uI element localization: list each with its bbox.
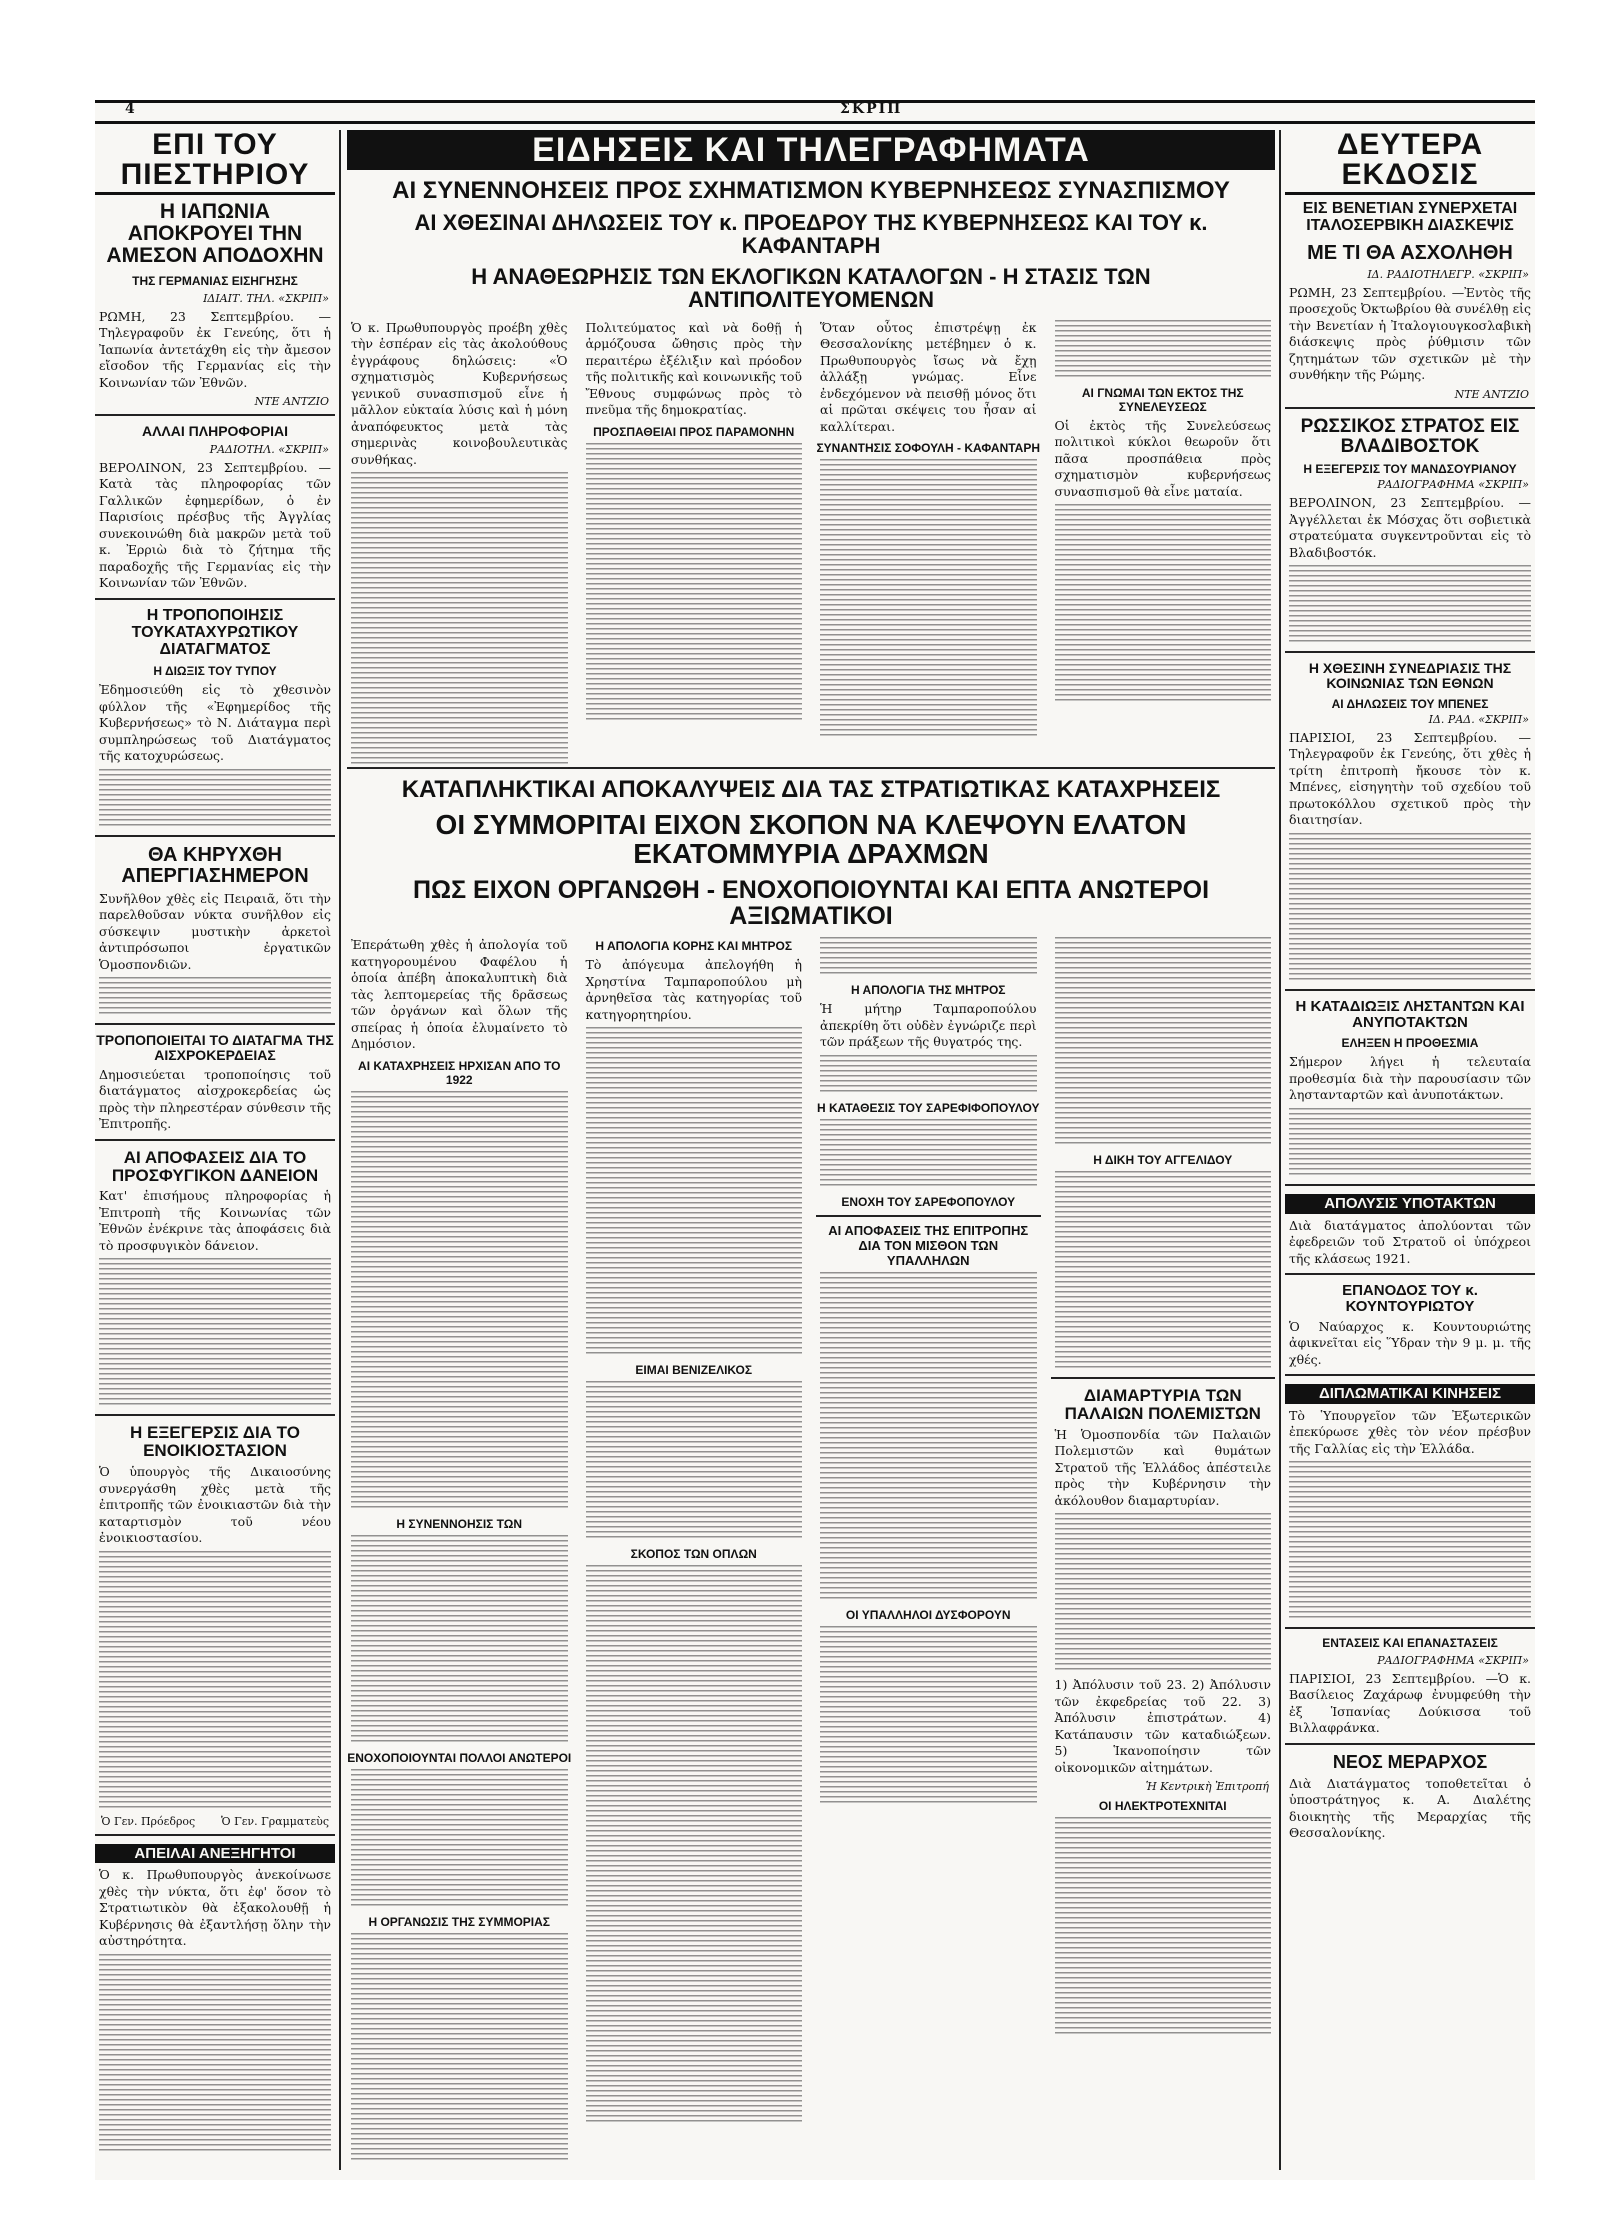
- decree-amendment-heading: Η ΤΡΟΠΟΠΟΙΗΣΙΣ ΤΟΥΚΑΤΑΧΥΡΩΤΙΚΟΥ ΔΙΑΤΑΓΜΑΤΟΣ: [131, 606, 299, 658]
- gang-headline: ΟΙ ΣΥΜΜΟΡΙΤΑΙ ΕΙΧΟΝ ΣΚΟΠΟΝ ΝΑ ΚΛΕΨΟΥΝ ΕΛΑΤΟΝ ΕΚΑΤΟΜΜΥΡΙΑ ΔΡΑΧΜΩΝ: [435, 808, 1187, 870]
- strike-headline: ΘΑ ΚΗΡΥΧΘΗ ΑΠΕΡΓΙΑΣΗΜΕΡΟΝ: [121, 843, 309, 887]
- profiteering-article: Δημοσιεύεται τροποποίησις τοῦ διατάγματος αἰσχροκερδείας ὡς πρὸς τὴν πληρεστέραν σύνθεσιν τῆς Ἐπιτροπῆς.: [99, 1066, 331, 1132]
- vladivostok-article: ΒΕΡΟΛΙΝΟΝ, 23 Σεπτεμβρίου. —Ἀγγέλλεται ἐκ Μόσχας ὅτι σοβιετικὰ στρατεύματα συγκεντροῦνται εἰς τὸ Βλαδιβοστόκ.: [1289, 495, 1531, 560]
- angelidis-trial-subhead: Η ΔΙΚΗ ΤΟΥ ΑΓΓΕΛΙΔΟΥ: [1093, 1153, 1233, 1168]
- officers-headline: ΠΩΣ ΕΙΧΟΝ ΟΡΓΑΝΩΘΗ - ΕΝΟΧΟΠΟΙΟΥΝΤΑΙ ΚΑΙ ΕΠΤΑ ΑΝΩΤΕΡΟΙ ΑΞΙΩΜΑΤΙΚΟΙ: [412, 875, 1210, 930]
- refugee-loan-heading: ΑΙ ΑΠΟΦΑΣΕΙΣ ΔΙΑ ΤΟ ΠΡΟΣΦΥΓΙΚΟΝ ΔΑΝΕΙΟΝ: [111, 1147, 319, 1185]
- coalition-article-4: Οἱ ἐκτὸς τῆς Συνελεύσεως πολιτικοὶ κύκλοι θεωροῦν ὅτι πᾶσα προσπάθεια πρὸς σχηματισμὸν κυβερνήσεως συνασπισμοῦ θὰ εἶνε ματαία.: [1054, 417, 1271, 499]
- statements-headline: ΑΙ ΧΘΕΣΙΝΑΙ ΔΗΛΩΣΕΙΣ ΤΟΥ κ. ΠΡΟΕΔΡΟΥ ΤΗΣ ΚΥΒΕΡΝΗΣΕΩΣ ΚΑΙ ΤΟΥ κ. ΚΑΦΑΝΤΑΡΗ: [414, 210, 1208, 259]
- veterans-demands: 1) Ἀπόλυσιν τοῦ 23. 2) Ἀπόλυσιν τῶν ἐκφεδρείας τοῦ 22. 3) Ἀπόλυσιν ἐπιστράτων. 4) Κατάπαυσιν τῶν καταδιώξεων. 5) Ἱκανοποίησιν τῶν οἰκονομικῶν αἰτημάτων.: [1054, 1677, 1271, 1775]
- coalition-article-3: Ὅταν οὗτος ἐπιστρέψῃ ἐκ Θεσσαλονίκης μετέβημεν ὁ κ. Πρωθυπουργὸς ἴσως νὰ ἔχῃ ἀλλάξῃ γνώμας. Εἶνε ἐνδεχόμενον νὰ πεισθῇ μόνος ὅτι αἱ πρῶται σκέψεις του ἦσαν αἱ καλλίτεραι.: [820, 319, 1037, 434]
- dispatch-credit: ΙΔ. ΡΑΔ. «ΣΚΡΙΠ»: [1428, 712, 1529, 726]
- masthead-bar: [95, 100, 1535, 124]
- efforts-subhead: ΠΡΟΣΠΑΘΕΙΑΙ ΠΡΟΣ ΠΑΡΑΜΟΝΗΝ: [593, 424, 795, 439]
- threats-article: Ὁ κ. Πρωθυπουργὸς ἀνεκοίνωσε χθὲς τὴν νύκτα, ὅτι ἐφ' ὅσον τὸ Στρατιωτικὸν θὰ ἐξακολουθῇ ἡ Κυβέρνησις θὰ ἐξαντλήσῃ ὅλην τὴν αὐστηρότητα.: [99, 1867, 331, 1949]
- venice-conference-headline: ΕΙΣ ΒΕΝΕΤΙΑΝ ΣΥΝΕΡΧΕΤΑΙ ΙΤΑΛΟΣΕΡΒΙΚΗ ΔΙΑΣΚΕΨΙΣ: [1302, 200, 1518, 234]
- outside-opinions-subhead: ΑΙ ΓΝΩΜΑΙ ΤΩΝ ΕΚΤΟΣ ΤΗΣ ΣΥΝΕΛΕΥΣΕΩΣ: [1081, 385, 1244, 414]
- second-edition-headline: ΔΕΥΤΕΡΑ ΕΚΔΟΣΙΣ: [1285, 130, 1535, 195]
- rent-uprising-heading: Η ΕΞΕΓΕΡΣΙΣ ΔΙΑ ΤΟ ΕΝΟΙΚΙΟΣΤΑΣΙΟΝ: [130, 1423, 300, 1461]
- central-committee-signature: Ἡ Κεντρικὴ Ἐπιτροπή: [1145, 1780, 1269, 1794]
- venice-article: ΡΩΜΗ, 23 Σεπτεμβρίου. —Ἐντὸς τῆς προσεχοῦς Ὀκτωβρίου θὰ συνέλθῃ εἰς τὴν Βενετίαν ἡ Ἰταλογιουγκοσλαβικὴ διάσκεψις πρὸς ῥύθμισιν τῶν ζητημάτων τῶν σχετικῶν μὲ τὴν συνθήκην τῆς Ρώμης.: [1289, 284, 1531, 383]
- bandits-pursuit-heading: Η ΚΑΤΑΔΙΩΞΙΣ ΛΗΣΤΑΝΤΩΝ ΚΑΙ ΑΝΥΠΟΤΑΚΤΩΝ: [1295, 997, 1525, 1031]
- japan-headline: Η ΙΑΠΩΝΙΑ ΑΠΟΚΡΟΥΕΙ ΤΗΝ ΑΜΕΣΟΝ ΑΠΟΔΟΧΗΝ: [106, 200, 324, 268]
- league-article: ΠΑΡΙΣΙΟΙ, 23 Σεπτεμβρίου. —Τηλεγραφοῦν ἐκ Γενεύης, ὅτι χθὲς ἡ τρίτη ἐπιτροπὴ ἤκουσε τὸν κ. Μπένες, εἰσηγητὴν τοῦ σχεδίου τοῦ πρωτοκόλλου σχετικοῦ πρὸς τὴν διαιτησίαν.: [1289, 729, 1531, 828]
- coalition-article-1: Ὁ κ. Πρωθυπουργὸς προέβη χθὲς τὴν ἑσπέραν εἰς τὰς ἀκολούθους ἐγγράφους δηλώσεις: «Ὁ σχηματισμὸς Κυβερνήσεως γενικοῦ συνασπισμοῦ εἶνε ἡ μᾶλλον εὐκταία λύσις καὶ ἡ μόνη ἀναπόφευκτος μετὰ τὰς σημερινὰς κοινοβουλευτικὰς συνθήκας.: [351, 319, 568, 467]
- testimony-subhead: Η ΚΑΤΑΘΕΣΙΣ ΤΟΥ ΣΑΡΕΦΙΦΟΠΟΥΛΟΥ: [817, 1100, 1040, 1115]
- mother-defense-subhead: Η ΑΠΟΛΟΓΙΑ ΤΗΣ ΜΗΤΡΟΣ: [850, 983, 1006, 998]
- page-number: 4: [125, 101, 135, 117]
- employees-unhappy-subhead: ΟΙ ΥΠΑΛΛΗΛΟΙ ΔΥΣΦΟΡΟΥΝ: [845, 1607, 1011, 1622]
- japan-article: ΡΩΜΗ, 23 Σεπτεμβρίου. —Τηλεγραφοῦν ἐκ Γενεύης, ὅτι ἡ Ἰαπωνία ἀντετάχθη εἰς τὴν ἄμεσον εἴσοδον τῆς Γερμανίας εἰς τὴν Κοινωνίαν τῶν Ἐθνῶν.: [99, 308, 331, 390]
- column-rule-right: [1279, 130, 1281, 2170]
- berlin-article: ΒΕΡΟΛΙΝΟΝ, 23 Σεπτεμβρίου. —Κατὰ τὰς πληροφορίας τῶν Γαλλικῶν ἐφημερίδων, ὁ ἐν Παρισίοις πρέσβυς τῆς Ἀγγλίας συνεκοινώθη διὰ μακρῶν μετὰ τοῦ κ. Ἐρριὼ διὰ τὸ ζήτημα τῆς παραδοχῆς τῆς Γερμανίας εἰς τὴν Κοινωνίαν τῶν Ἐθνῶν.: [99, 459, 331, 591]
- signature-secretary: Ὁ Γεν. Γραμματεὺς: [221, 1814, 329, 1828]
- division-article: Διὰ Διατάγματος τοποθετεῖται ὁ ὑποστράτηγος κ. Α. Διαλέτης διοικητὴς τῆς Μεραρχίας τῆς Θεσσαλονίκης.: [1289, 1775, 1531, 1841]
- profiteering-heading: ΤΡΟΠΟΠΟΙΕΙΤΑΙ ΤΟ ΔΙΑΤΑΓΜΑ ΤΗΣ ΑΙΣΧΡΟΚΕΡΔΕΙΑΣ: [96, 1032, 334, 1063]
- coalition-article-2: Πολιτεύματος καὶ νὰ δοθῇ ἡ ἁρμόζουσα ὤθησις πρὸς τὴν περαιτέρω ἐξέλιξιν καὶ πρόοδον τῆς πολιτικῆς καὶ κοινωνικῆς τοῦ Ἔθνους συμφώνως πρὸς τὸ πνεῦμα τῆς δημοκρατίας.: [585, 319, 802, 418]
- right-column: [1285, 130, 1535, 2170]
- agenda-subheadline: ΜΕ ΤΙ ΘΑ ΑΣΧΟΛΗΘΗ: [1307, 241, 1513, 264]
- japan-subheadline: ΤΗΣ ΓΕΡΜΑΝΙΑΣ ΕΙΣΗΓΗΣΗΣ: [132, 274, 298, 289]
- dispatch-credit: ΙΔ. ΡΑΔΙΟΤΗΛΕΓΡ. «ΣΚΡΙΠ»: [1367, 267, 1529, 281]
- gang-organization-subhead: Η ΟΡΓΑΝΩΣΙΣ ΤΗΣ ΣΥΜΜΟΡΙΑΣ: [368, 1914, 551, 1929]
- superiors-implicated-subhead: ΕΝΟΧΟΠΟΙΟΥΝΤΑΙ ΠΟΛΛΟΙ ΑΝΩΤΕΡΟΙ: [347, 1750, 572, 1765]
- column-rule-left: [339, 130, 341, 2170]
- abuses-since-1922-subhead: ΑΙ ΚΑΤΑΧΡΗΣΕΙΣ ΗΡΧΙΣΑΝ ΑΠΟ ΤΟ 1922: [358, 1058, 561, 1087]
- weapons-purpose-subhead: ΣΚΟΠΟΣ ΤΩΝ ΟΠΛΩΝ: [630, 1547, 757, 1562]
- veterans-article: Ἡ Ὁμοσπονδία τῶν Παλαιῶν Πολεμιστῶν καὶ θυμάτων Στρατοῦ τῆς Ἑλλάδος ἀπέστειλε πρὸς τὴν Κυβέρνησιν τὴν ἀκόλουθον διαμαρτυρίαν.: [1054, 1426, 1271, 1508]
- dispatch-credit: ΡΑΔΙΟΓΡΑΦΗΜΑ «ΣΚΡΙΠ»: [1377, 1653, 1529, 1667]
- zaharoff-article: ΠΑΡΙΣΙΟΙ, 23 Σεπτεμβρίου. —Ὁ κ. Βασίλειος Ζαχάρωφ ἐνυμφεύθη τὴν ἐξ Ἱσπανίας Δούκισσα τοῦ Βιλλαφράνκα.: [1289, 1670, 1531, 1736]
- press-persecution-subhead: Η ΔΙΩΞΙΣ ΤΟΥ ΤΥΠΟΥ: [153, 664, 277, 679]
- signature-president: Ὁ Γεν. Πρόεδρος: [101, 1814, 196, 1828]
- coalition-headline: ΑΙ ΣΥΝΕΝΝΟΗΣΕΙΣ ΠΡΟΣ ΣΧΗΜΑΤΙΣΜΟΝ ΚΥΒΕΡΝΗΣΕΩΣ ΣΥΝΑΣΠΙΣΜΟΥ: [392, 177, 1230, 204]
- threats-heading: ΑΠΕΙΛΑΙ ΑΝΕΞΗΓΗΤΟΙ: [95, 1844, 335, 1864]
- signature: ΝΤΕ ΑΝΤΖΙΟ: [1454, 387, 1529, 401]
- deadline-subhead: ΕΛΗΞΕΝ Η ΠΡΟΘΕΣΜΙΑ: [1341, 1036, 1479, 1051]
- left-headline: ΕΠΙ ΤΟΥ ΠΙΕΣΤΗΡΙΟΥ: [95, 130, 335, 195]
- paper-name: ΣΚΡΙΠ: [840, 101, 903, 117]
- manchuria-subhead: Η ΕΞΕΓΕΡΣΙΣ ΤΟΥ ΜΑΝΔΣΟΥΡΙΑΝΟΥ: [1303, 462, 1517, 477]
- bandits-article: Σήμερον λήγει ἡ τελευταία προθεσμία διὰ τὴν παρουσίασιν τῶν ληστανταρτῶν καὶ ἀνυποτάκτων.: [1289, 1054, 1531, 1103]
- voter-lists-headline: Η ΑΝΑΘΕΩΡΗΣΙΣ ΤΩΝ ΕΚΛΟΓΙΚΩΝ ΚΑΤΑΛΟΓΩΝ - Η ΣΤΑΣΙΣ ΤΩΝ ΑΝΤΙΠΟΛΙΤΕΥΟΜΕΝΩΝ: [471, 264, 1151, 313]
- decree-article: Ἐδημοσιεύθη εἰς τὸ χθεσινὸν φύλλον τῆς «Ἐφημερίδος τῆς Κυβερνήσεως» τὸ Ν. Διάταγμα περὶ συμπληρώσεως τοῦ Διατάγματος τῆς κατοχυρώσεως.: [99, 682, 331, 764]
- league-session-heading: Η ΧΘΕΣΙΝΗ ΣΥΝΕΔΡΙΑΣΙΣ ΤΗΣ ΚΟΙΝΩΝΙΑΣ ΤΩΝ ΕΘΝΩΝ: [1308, 660, 1512, 692]
- revelations-headline: ΚΑΤΑΠΛΗΚΤΙΚΑΙ ΑΠΟΚΑΛΥΨΕΙΣ ΔΙΑ ΤΑΣ ΣΤΡΑΤΙΩΤΙΚΑΣ ΚΑΤΑΧΡΗΣΕΙΣ: [401, 775, 1221, 803]
- left-column: [95, 130, 335, 2170]
- center-column: [347, 130, 1275, 2170]
- dispatch-credit: ΙΔΙΑΙΤ. ΤΗΛ. «ΣΚΡΙΠ»: [203, 291, 329, 305]
- rent-article: Ὁ ὑπουργὸς τῆς Δικαιοσύνης συνεργάσθη χθὲς μετὰ τῆς ἐπιτροπῆς τῶν ἐνοικιαστῶν διὰ τὴν καταρτισμὸν τοῦ νέου ἐνοικιοστασίου.: [99, 1464, 331, 1546]
- agreement-subhead: Η ΣΥΝΕΝΝΟΗΣΙΣ ΤΩΝ: [396, 1516, 523, 1531]
- vladivostok-headline: ΡΩΣΣΙΚΟΣ ΣΤΡΑΤΟΣ ΕΙΣ ΒΛΑΔΙΒΟΣΤΟΚ: [1300, 415, 1520, 457]
- trial-article-1: Ἐπεράτωθη χθὲς ἡ ἀπολογία τοῦ κατηγορουμένου Φαφέλου ἡ ὁποία ἀπέβη ἀποκαλυπτικὴ διὰ τὰς λεπτομερείας τῆς δρᾶσεως τῶν ὀργάνων καὶ ὅλων τῆς σπείρας ἡ ὁποία ἐλυμαίνετο τὸ Δημόσιον.: [351, 937, 568, 1052]
- discharge-heading: ΑΠΟΛΥΣΙΣ ΥΠΟΤΑΚΤΩΝ: [1285, 1194, 1535, 1214]
- veterans-protest-heading: ΔΙΑΜΑΡΤΥΡΙΑ ΤΩΝ ΠΑΛΑΙΩΝ ΠΟΛΕΜΙΣΤΩΝ: [1064, 1386, 1261, 1423]
- strike-article: Συνῆλθον χθὲς εἰς Πειραιᾶ, ὅτι τὴν παρελθοῦσαν νύκτα συνῆλθον εἰς σύσκεψιν μυστικὴν ἀρκετοὶ ἀντιπρόσωποι ἐργατικῶν Ὁμοσπονδιῶν.: [99, 890, 331, 972]
- diplomatic-moves-heading: ΔΙΠΛΩΜΑΤΙΚΑΙ ΚΙΝΗΣΕΙΣ: [1285, 1384, 1535, 1404]
- dispatch-credit: ΡΑΔΙΟΓΡΑΦΗΜΑ «ΣΚΡΙΠ»: [1377, 478, 1529, 492]
- signature: ΝΤΕ ΑΝΤΖΙΟ: [254, 395, 329, 409]
- news-banner: ΕΙΔΗΣΕΙΣ ΚΑΙ ΤΗΛΕΓΡΑΦΗΜΑΤΑ: [347, 130, 1275, 170]
- newspaper-page: [95, 100, 1535, 2180]
- new-division-head-heading: ΝΕΟΣ ΜΕΡΑΡΧΟΣ: [1332, 1751, 1488, 1772]
- trial-article-3: Ἡ μήτηρ Ταμπαροπούλου ἀπεκρίθη ὅτι οὐδὲν ἐγνώριζε περὶ τῶν πράξεων τῆς θυγατρός της.: [820, 1001, 1037, 1050]
- diplomatic-article: Τὸ Ὑπουργεῖον τῶν Ἐξωτερικῶν ἐπεκύρωσε χθὲς τὸν νέον πρέσβυν τῆς Γαλλίας εἰς τὴν Ἑλλάδα.: [1289, 1407, 1531, 1456]
- benes-subhead: ΑΙ ΔΗΛΩΣΕΙΣ ΤΟΥ ΜΠΕΝΕΣ: [1331, 696, 1489, 711]
- dispatch-credit: ΡΑΔΙΟΤΗΛ. «ΣΚΡΙΠ»: [209, 442, 329, 456]
- committee-decisions-subhead: ΑΙ ΑΠΟΦΑΣΕΙΣ ΤΗΣ ΕΠΙΤΡΟΠΗΣ ΔΙΑ ΤΟΝ ΜΙΣΘΟΝ ΤΩΝ ΥΠΑΛΛΗΛΩΝ: [828, 1222, 1029, 1268]
- other-info-heading: ΑΛΛΑΙ ΠΛΗΡΟΦΟΡΙΑΙ: [141, 423, 289, 440]
- kountouriotis-article: Ὁ Ναύαρχος κ. Κουντουριώτης ἀφικνεῖται εἰς Ὕδραν τὴν 9 μ. μ. τῆς χθές.: [1289, 1318, 1531, 1367]
- venizelist-subhead: ΕΙΜΑΙ ΒΕΝΙΖΕΛΙΚΟΣ: [635, 1363, 753, 1378]
- discharge-article: Διὰ διατάγματος ἀπολύονται τῶν ἐφεδρειῶν τοῦ Στρατοῦ οἱ ὑπόχρεοι τῆς κλάσεως 1921.: [1289, 1217, 1531, 1266]
- zaharoff-heading: ΕΝΤΑΣΕΙΣ ΚΑΙ ΕΠΑΝΑΣΤΑΣΕΙΣ: [1322, 1636, 1498, 1651]
- guilt-subhead: ΕΝΟΧΗ ΤΟΥ ΣΑΡΕΦΟΠΟΥΛΟΥ: [841, 1194, 1016, 1209]
- kountouriotis-heading: ΕΠΑΝΟΔΟΣ ΤΟΥ κ. ΚΟΥΝΤΟΥΡΙΩΤΟΥ: [1342, 1282, 1478, 1315]
- sofoulis-meeting-subhead: ΣΥΝΑΝΤΗΣΙΣ ΣΟΦΟΥΛΗ - ΚΑΦΑΝΤΑΡΗ: [816, 441, 1041, 456]
- electricians-subhead: ΟΙ ΗΛΕΚΤΡΟΤΕΧΝΙΤΑΙ: [1098, 1799, 1227, 1814]
- refugee-loan-article: Κατ' ἐπισήμους πληροφορίας ἡ Ἐπιτροπὴ τῆς Κοινωνίας τῶν Ἐθνῶν ἐνέκρινε τὰς ἀποφάσεις διὰ τὸ προσφυγικὸν δάνειον.: [99, 1188, 331, 1253]
- defense-subhead: Η ΑΠΟΛΟΓΙΑ ΚΟΡΗΣ ΚΑΙ ΜΗΤΡΟΣ: [595, 939, 793, 954]
- trial-article-2: Τὸ ἀπόγευμα ἀπελογήθη ἡ Χρηστίνα Ταμπαροπούλου μὴ ἀρνηθεῖσα τὰς κατηγορίας τοῦ κατηγορητηρίου.: [585, 957, 802, 1022]
